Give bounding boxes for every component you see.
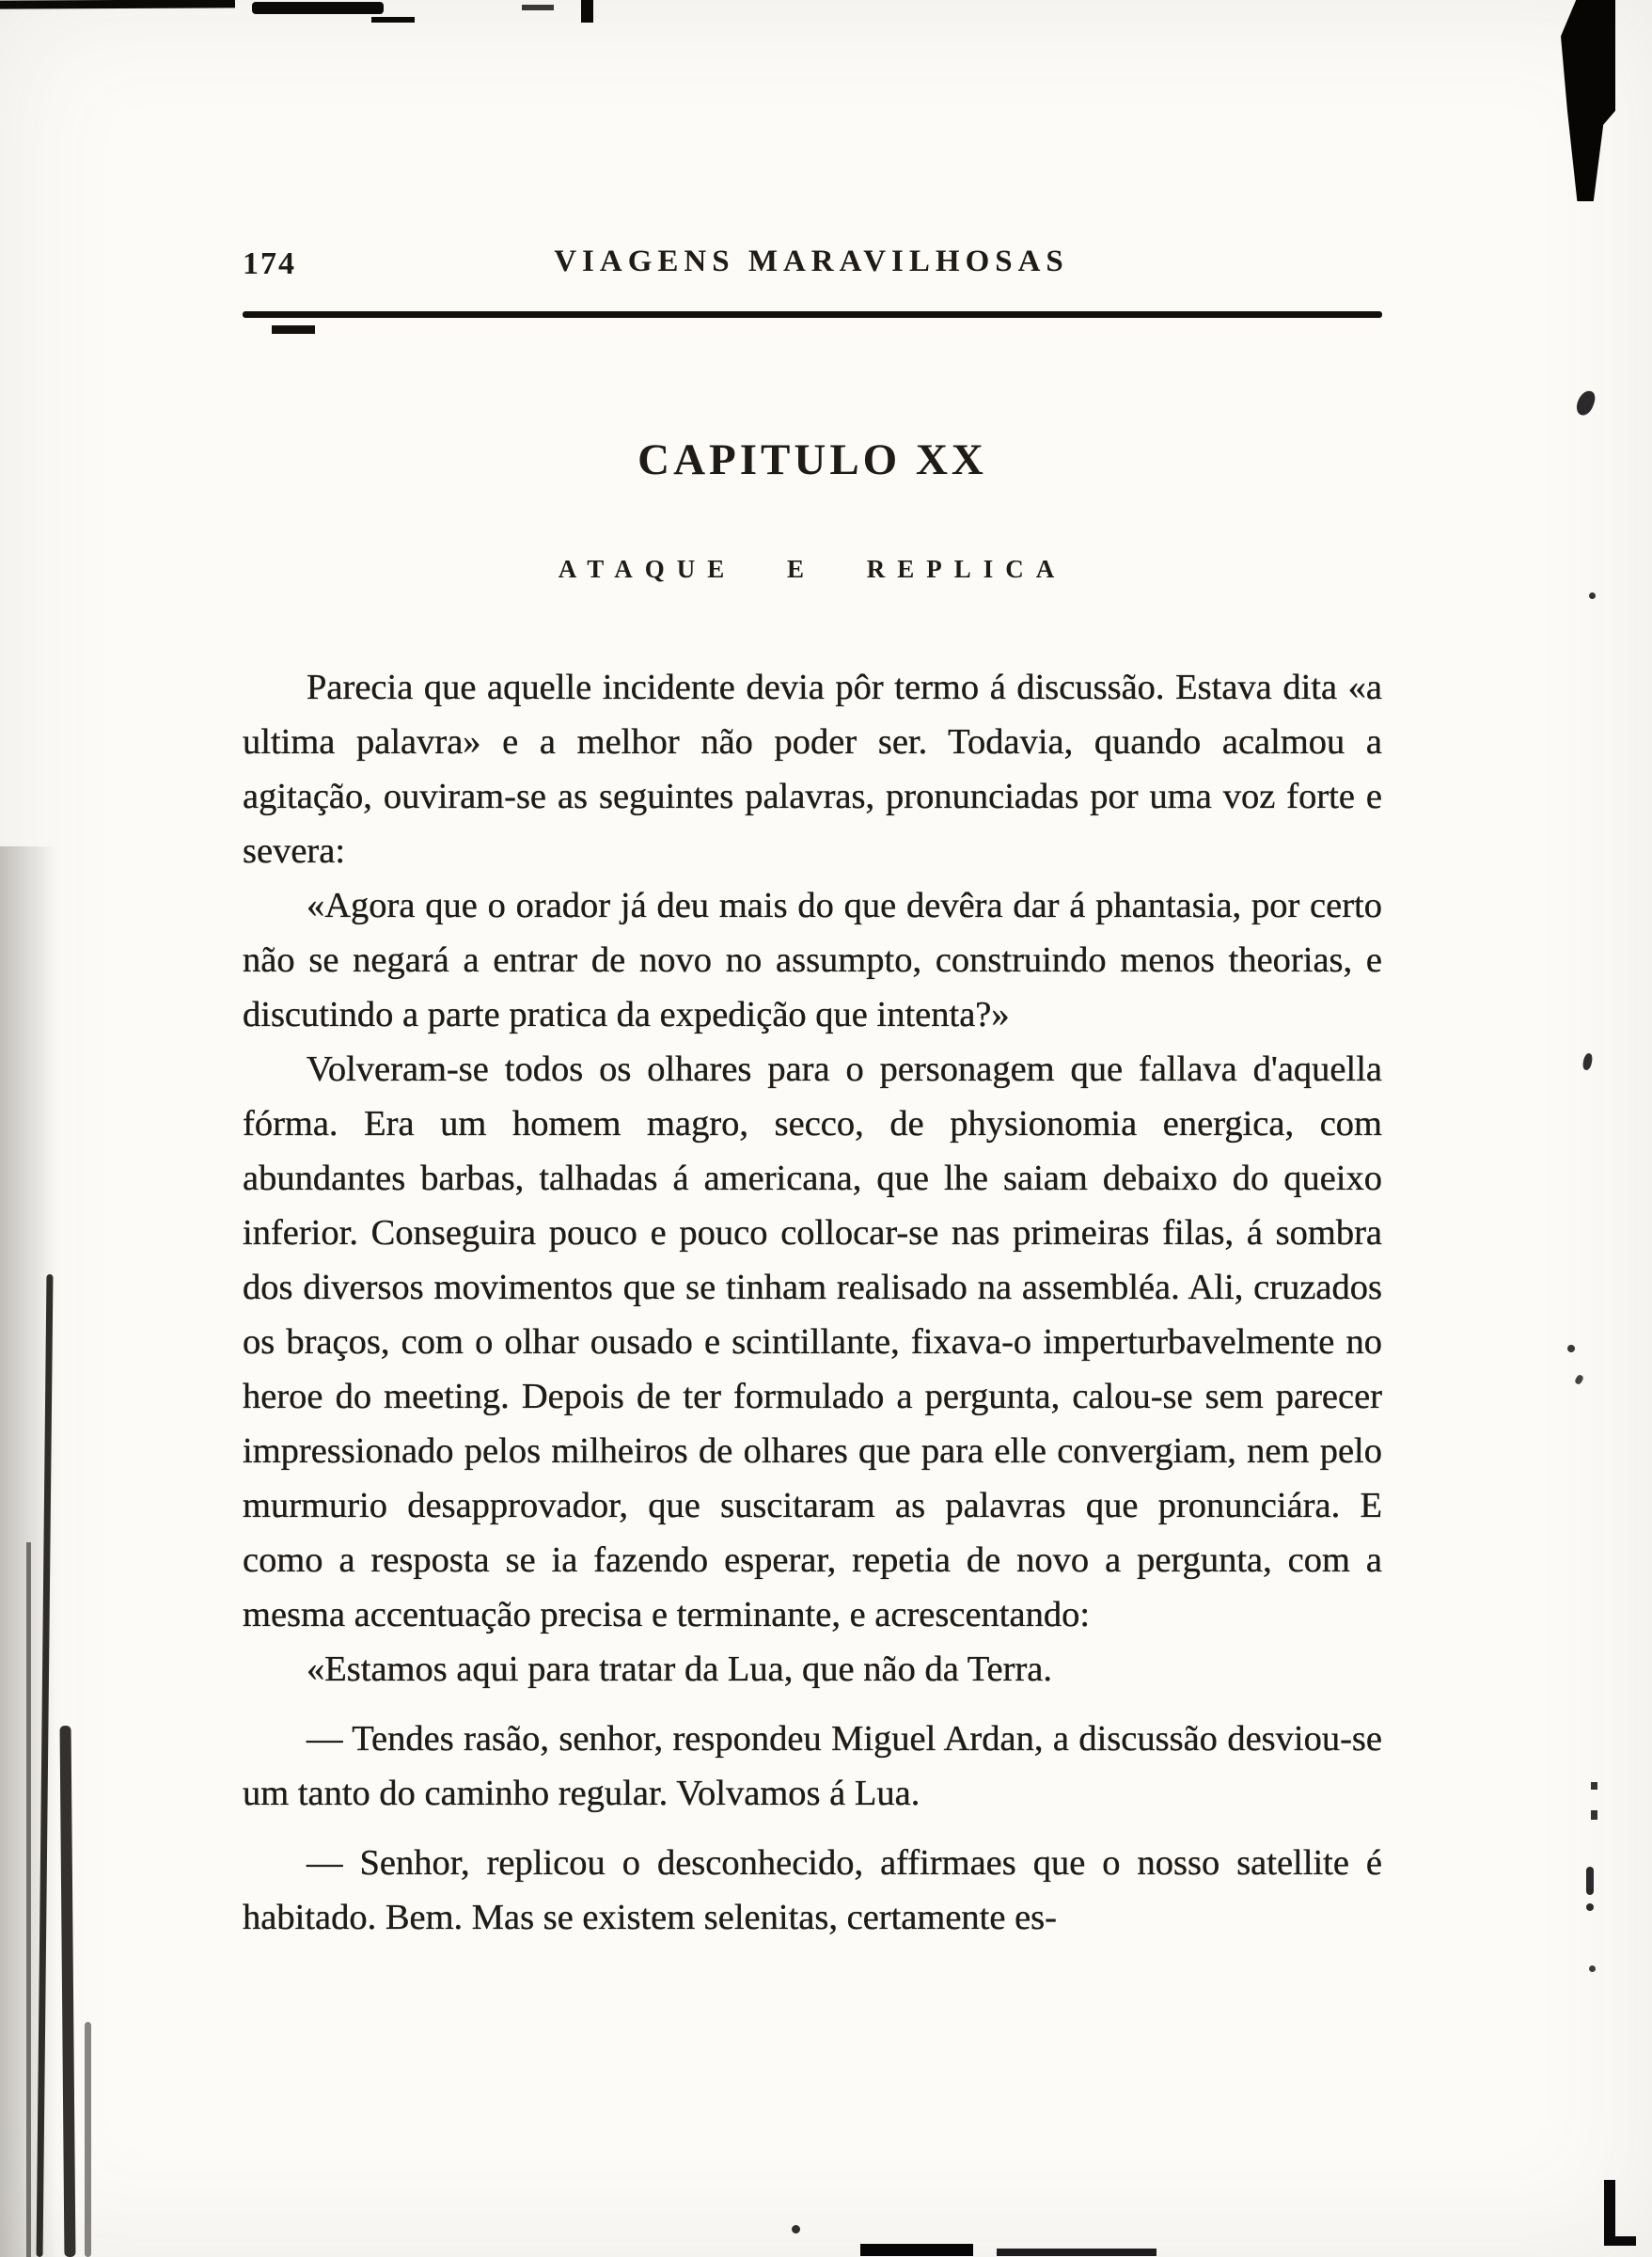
scan-artifact-right-dot-4 (1589, 1965, 1596, 1972)
paragraph-4: «Estamos aqui para tratar da Lua, que não da Terra. (307, 1649, 1052, 1689)
scan-artifact-bottom-dot (792, 2225, 800, 2233)
scan-artifact-rule-dash (272, 325, 315, 334)
page-number: 174 (243, 246, 296, 281)
scan-artifact-bottom-bar-1 (860, 2244, 973, 2256)
paragraph-1: Parecia que aquelle incidente devia pôr termo á discussão. Estava dita «a ultima palavra» e a melhor não poder ser. Todavia, quando acalmou a agitação, ouviram-se as seguintes palavras, pronunciadas por uma voz forte e severa: (243, 668, 1382, 871)
chapter-title: CAPITULO XX (637, 435, 987, 484)
paragraph-3: Volveram-se todos os olhares para o personagem que fallava d'aquella fórma. Era um homem magro, secco, de physionomia energica, com abundantes barbas, talhadas á americana, que lhe saiam debaixo do queixo inferior. Conseguira pouco e pouco collocar-se nas primeiras filas, á sombra dos diversos movimentos que se tinham realisado na assembléa. Ali, cruzados os braços, com o olhar ousado e scintillante, fixava-o imperturbavelmente no heroe do meeting. Depois de ter formulado a pergunta, calou-se sem parecer impressionado pelos milheiros de olhares que para elle convergiam, nem pelo murmurio desapprovador, que suscitaram as palavras que pronunciára. E como a resposta se ia fazendo esperar, repetia de novo a pergunta, com a mesma accentuação precisa e terminante, e acrescentando: (243, 1050, 1382, 1634)
scan-artifact-right-dot-3 (1574, 1374, 1584, 1385)
paragraph-2: «Agora que o orador já deu mais do que devêra dar á phantasia, por certo não se negará a entrar de novo no assumpto, construindo menos theorias, e discutindo a parte pratica da expedição que intenta?» (243, 886, 1382, 1034)
header-rule (243, 311, 1382, 318)
scan-artifact-top-left-streak-2 (252, 2, 384, 14)
scan-artifact-top-left-streak-3 (371, 17, 415, 23)
scan-artifact-right-comma (1574, 388, 1597, 418)
scan-artifact-right-colon-bottom (1591, 1810, 1597, 1820)
scan-artifact-top-streak (522, 5, 554, 10)
scan-artifact-right-colon-top (1591, 1782, 1597, 1790)
scan-artifact-left-streak-3 (26, 1542, 31, 2257)
scan-artifact-corner-mark-foot (1604, 2236, 1636, 2246)
paragraph-6: — Senhor, replicou o desconhecido, affirmaes que o nosso satellite é habitado. Bem. Mas se existem selenitas, certamente es- (243, 1843, 1382, 1937)
scan-artifact-top-right-blot (1561, 0, 1615, 201)
scan-artifact-right-mark (1586, 1867, 1594, 1895)
running-title: VIAGENS MARAVILHOSAS (554, 245, 1069, 278)
scan-artifact-top-tick (581, 0, 593, 23)
scan-artifact-bottom-bar-2 (997, 2249, 1156, 2256)
scan-artifact-left-streak-2 (60, 1726, 76, 2257)
paragraph-5: — Tendes rasão, senhor, respondeu Miguel Ardan, a discussão desviou-se um tanto do caminho regular. Volvamos á Lua. (243, 1719, 1382, 1813)
scan-artifact-left-streak-4 (85, 2022, 91, 2257)
scan-artifact-top-left-streak-1 (0, 0, 235, 9)
scan-artifact-right-apostrophe (1581, 1052, 1594, 1070)
page-header (243, 245, 1380, 292)
scan-artifact-right-dot-1 (1589, 592, 1596, 599)
chapter-subtitle: ATAQUE E REPLICA (558, 555, 1067, 583)
page-body (243, 660, 1382, 1945)
scan-artifact-right-dot-2 (1567, 1345, 1575, 1352)
scan-artifact-right-mark-dot (1586, 1903, 1594, 1911)
